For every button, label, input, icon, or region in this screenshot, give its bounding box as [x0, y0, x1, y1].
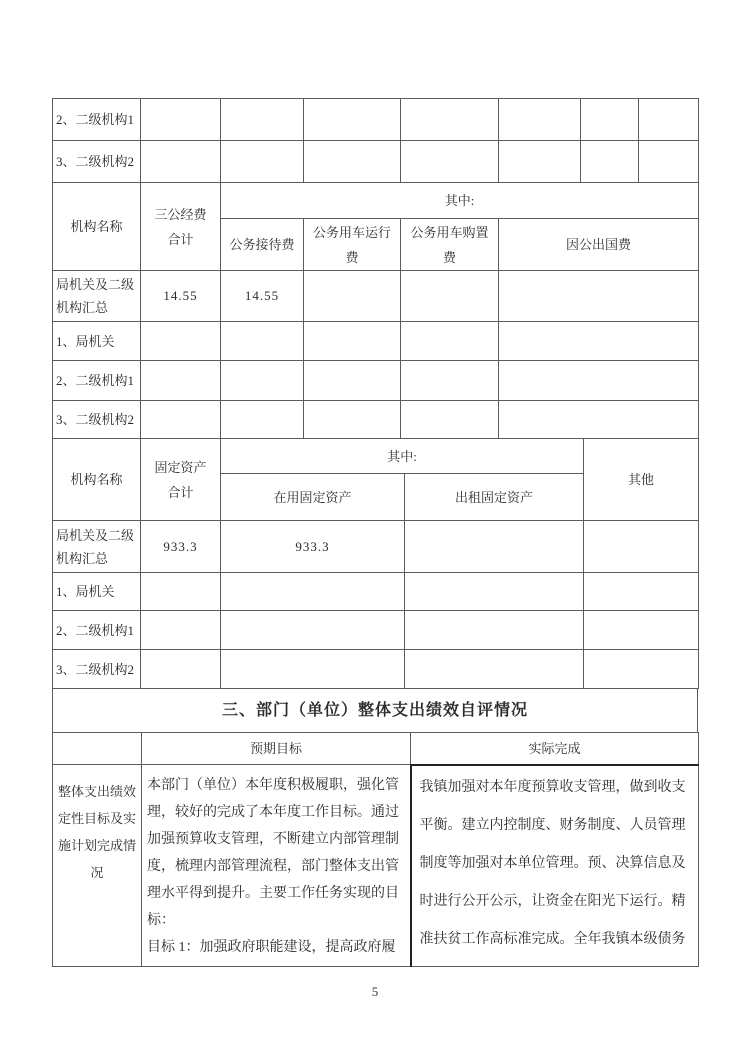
- table-row: [53, 521, 699, 573]
- abroad-fee-header: 因公出国费: [499, 219, 699, 271]
- org-label: 2、二级机构1: [53, 99, 141, 141]
- empty-cell: [499, 141, 581, 183]
- abroad-value: [499, 361, 699, 401]
- header-row: [53, 439, 699, 474]
- in-use-assets-value: [221, 611, 405, 650]
- three-public-expenses-table: [52, 182, 699, 439]
- reception-value: [221, 322, 304, 361]
- org-label: 局机关及二级机构汇总: [53, 521, 141, 573]
- section-title: 三、部门（单位）整体支出绩效自评情况: [52, 688, 698, 733]
- table-row: [53, 322, 699, 361]
- vehicle-purchase-value: [401, 271, 499, 322]
- in-use-assets-value: [221, 573, 405, 611]
- vehicle-purchase-value: [401, 322, 499, 361]
- header-row: [53, 733, 699, 765]
- other-value: [584, 611, 699, 650]
- table-row: [53, 650, 699, 689]
- table-row: [53, 611, 699, 650]
- page-number: 5: [371, 984, 379, 999]
- vehicle-purchase-value: [401, 401, 499, 439]
- vehicle-purchase-header: 公务用车购置费: [401, 219, 499, 271]
- org-label: 3、二级机构2: [53, 401, 141, 439]
- org-label: 1、局机关: [53, 573, 141, 611]
- other-value: [584, 521, 699, 573]
- expected-goal-header: 预期目标: [142, 733, 411, 765]
- corner-cell: [53, 733, 142, 765]
- table-row: [53, 361, 699, 401]
- reception-value: 14.55: [221, 271, 304, 322]
- carryover-table: [52, 98, 699, 183]
- expected-goal-paragraph: 本部门（单位）本年度积极履职，强化管理，较好的完成了本年度工作目标。通过加强预算收支管理，不断建立内部管理制度，梳理内部管理流程，部门整体支出管理水平得到提升。主要工作任务实现的目标：: [147, 778, 399, 928]
- assets-total-value: [141, 573, 221, 611]
- vehicle-purchase-value: [401, 361, 499, 401]
- org-label: 2、二级机构1: [53, 611, 141, 650]
- rented-assets-header: 出租固定资产: [405, 474, 584, 521]
- total-value: [141, 401, 221, 439]
- expected-goal-item: 目标 1：加强政府职能建设，提高政府履: [147, 940, 396, 955]
- among-which-header: 其中:: [221, 183, 699, 219]
- report-tables: [52, 98, 698, 967]
- empty-cell: [581, 141, 639, 183]
- fixed-assets-table: [52, 438, 699, 689]
- table-row: [53, 401, 699, 439]
- empty-cell: [141, 99, 221, 141]
- org-name-header: 机构名称: [53, 439, 141, 521]
- org-label: 3、二级机构2: [53, 650, 141, 689]
- other-value: [584, 650, 699, 689]
- reception-value: [221, 401, 304, 439]
- empty-cell: [401, 141, 499, 183]
- empty-cell: [304, 99, 401, 141]
- performance-table: [52, 732, 699, 967]
- total-value: [141, 361, 221, 401]
- in-use-assets-value: [221, 650, 405, 689]
- org-label: 局机关及二级机构汇总: [53, 271, 141, 322]
- vehicle-operation-value: [304, 361, 401, 401]
- rented-assets-value: [405, 611, 584, 650]
- expected-goal-content: [142, 765, 411, 967]
- empty-cell: [221, 141, 304, 183]
- empty-cell: [221, 99, 304, 141]
- org-label: 3、二级机构2: [53, 141, 141, 183]
- assets-total-value: [141, 611, 221, 650]
- org-label: 2、二级机构1: [53, 361, 141, 401]
- abroad-value: [499, 271, 699, 322]
- actual-completion-paragraph: 我镇加强对本年度预算收支管理，做到收支平衡。建立内控制度、财务制度、人员管理制度等加强对本单位管理。预、决算信息及时进行公开公示，让资金在阳光下运行。精准扶贫工作高标准完成。全年我镇本级债务: [419, 779, 686, 947]
- empty-cell: [639, 141, 699, 183]
- actual-completion-content: [411, 765, 699, 967]
- total-value: [141, 322, 221, 361]
- other-value: [584, 573, 699, 611]
- empty-cell: [639, 99, 699, 141]
- three-public-total-header: 三公经费合计: [141, 183, 221, 271]
- reception-value: [221, 361, 304, 401]
- table-row: [53, 99, 699, 141]
- in-use-assets-value: 933.3: [221, 521, 405, 573]
- assets-total-header: 固定资产合计: [141, 439, 221, 521]
- assets-total-value: [141, 650, 221, 689]
- vehicle-operation-value: [304, 322, 401, 361]
- rented-assets-value: [405, 573, 584, 611]
- table-row: [53, 141, 699, 183]
- table-row: [53, 271, 699, 322]
- empty-cell: [581, 99, 639, 141]
- among-which-header: 其中:: [221, 439, 584, 474]
- table-row: [53, 765, 699, 967]
- header-row: [53, 183, 699, 219]
- performance-row-label: 整体支出绩效定性目标及实施计划完成情况: [53, 765, 142, 967]
- vehicle-operation-value: [304, 401, 401, 439]
- empty-cell: [141, 141, 221, 183]
- other-header: 其他: [584, 439, 699, 521]
- abroad-value: [499, 322, 699, 361]
- in-use-assets-header: 在用固定资产: [221, 474, 405, 521]
- abroad-value: [499, 401, 699, 439]
- empty-cell: [499, 99, 581, 141]
- org-name-header: 机构名称: [53, 183, 141, 271]
- table-row: [53, 573, 699, 611]
- empty-cell: [401, 99, 499, 141]
- vehicle-operation-header: 公务用车运行费: [304, 219, 401, 271]
- assets-total-value: 933.3: [141, 521, 221, 573]
- org-label: 1、局机关: [53, 322, 141, 361]
- rented-assets-value: [405, 650, 584, 689]
- empty-cell: [304, 141, 401, 183]
- actual-completion-header: 实际完成: [411, 733, 699, 765]
- vehicle-operation-value: [304, 271, 401, 322]
- total-value: 14.55: [141, 271, 221, 322]
- rented-assets-value: [405, 521, 584, 573]
- reception-fee-header: 公务接待费: [221, 219, 304, 271]
